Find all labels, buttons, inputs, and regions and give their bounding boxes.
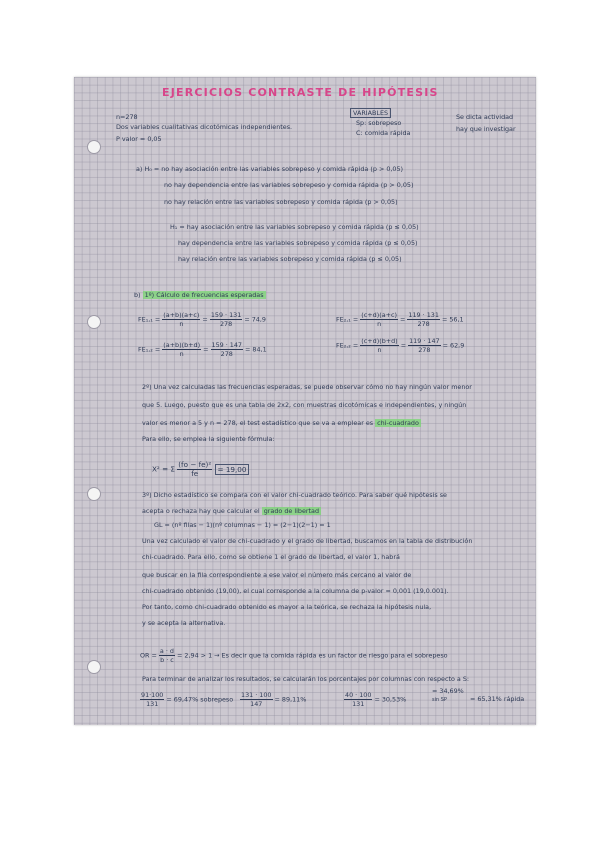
section-3-line-9: y se acepta la alternativa. bbox=[142, 619, 226, 627]
section-2-line-1: 2º) Una vez calculadas las frecuencias esperadas, se puede observar cómo no hay ningún valor menor bbox=[142, 383, 472, 391]
h1-line-2: hay dependencia entre las variables sobrepeso y comida rápida (p ≤ 0,05) bbox=[178, 239, 418, 247]
sample-size: n=278 bbox=[116, 113, 138, 121]
side-note-2: hay que investigar bbox=[456, 125, 516, 133]
percentage-3: $\frac{40 \cdot 100}{131}$ = 30,53% bbox=[345, 691, 407, 708]
variable-comida-rapida: C: comida rápida bbox=[356, 129, 411, 137]
percentage-1: $\frac{91\cdot 100}{131}$ = 69,47% sobrepeso bbox=[141, 691, 234, 708]
p-value-threshold: P valor = 0,05 bbox=[116, 135, 162, 143]
h0-line-3: no hay relación entre las variables sobrepeso y comida rápida (p > 0,05) bbox=[164, 198, 398, 206]
fe11-formula: FE₁,₁ = $\frac{(a+b)(a+c)}{n}$ = $\frac{159 \cdot 131}{278}$ = 74,9 bbox=[138, 311, 266, 328]
section-2-line-2: que 5. Luego, puesto que es una tabla de 2x2, con muestras dicotómicas e independientes, y ningún bbox=[142, 401, 467, 409]
variable-sobrepeso: Sp: sobrepeso bbox=[356, 119, 402, 127]
notebook-sheet bbox=[74, 77, 536, 725]
expected-frequencies-highlight: 1º) Cálculo de frecuencias esperadas bbox=[144, 291, 264, 299]
section-3-line-6: que buscar en la fila correspondiente a ese valor el número más cercano al valor de bbox=[142, 571, 412, 579]
fe22-formula: FE₂,₂ = $\frac{(c+d)(b+d)}{n}$ = $\frac{119 \cdot 147}{278}$ = 62,9 bbox=[336, 337, 465, 354]
h0-line-2: no hay dependencia entre las variables sobrepeso y comida rápida (p > 0,05) bbox=[164, 181, 414, 189]
chi-square-result: = 19,00 bbox=[215, 464, 250, 475]
chi-square-formula: X² = Σ $\frac{\text{(fo − fe)²}}{fe}$ = 19,00 bbox=[152, 461, 249, 478]
section-2-line-4: Para ello, se emplea la siguiente fórmula: bbox=[142, 435, 275, 443]
section-3-line-8: Por tanto, como chi-cuadrado obtenido es mayor a la teórica, se rechaza la hipótesis nula, bbox=[142, 603, 432, 611]
fe12-formula: FE₁,₂ = $\frac{(a+b)(b+d)}{n}$ = $\frac{159 \cdot 147}{278}$ = 84,1 bbox=[138, 341, 267, 358]
odds-ratio-line: OR = $\frac{a \cdot d}{b \cdot c}$ = 2,94 > 1 → Es decir que la comida rápida es un factor de riesgo para el sobrepeso bbox=[140, 647, 448, 664]
h0-line-1: a) H₀ = no hay asociación entre las variables sobrepeso y comida rápida (p > 0,05) bbox=[136, 165, 404, 173]
percentages-intro: Para terminar de analizar los resultados, se calcularán los porcentajes por columnas con respecto a S: bbox=[142, 675, 470, 683]
side-note-1: Se dicta actividad bbox=[456, 113, 514, 121]
section-3-line-2: acepta o rechaza hay que calcular el grado de libertad bbox=[142, 507, 320, 515]
h1-line-1: H₁ = hay asociación entre las variables sobrepeso y comida rápida (p ≤ 0,05) bbox=[170, 223, 419, 231]
h1-line-3: hay relación entre las variables sobrepeso y comida rápida (p ≤ 0,05) bbox=[178, 255, 402, 263]
degrees-of-freedom-formula: GL = (nº filas − 1)(nº columnas − 1) = (2−1)(2−1) = 1 bbox=[154, 521, 331, 529]
section-3-line-5: chi-cuadrado. Para ello, como se obtiene 1 el grado de libertad, el valor 1, habrá bbox=[142, 553, 400, 561]
section-2-line-3: valor es menor a 5 y n = 278, el test estadístico que se va a emplear es chi-cuadrado bbox=[142, 419, 419, 427]
chi-square-highlight: chi-cuadrado bbox=[377, 419, 419, 427]
percentage-4: = 34,69% sin SP bbox=[432, 687, 464, 703]
page-title: EJERCICIOS CONTRASTE DE HIPÓTESIS bbox=[162, 86, 439, 99]
variables-box-label: VARIABLES bbox=[350, 109, 391, 117]
binder-hole-3 bbox=[87, 487, 101, 501]
percentage-2: $\frac{131 \cdot 100}{147}$ = 89,11% bbox=[241, 691, 307, 708]
binder-hole-4 bbox=[87, 660, 101, 674]
binder-hole-1 bbox=[87, 140, 101, 154]
section-3-line-1: 3º) Dicho estadístico se compara con el valor chi-cuadrado teórico. Para saber qué hipótesis se bbox=[142, 491, 447, 499]
degrees-of-freedom-highlight: grado de libertad bbox=[263, 507, 320, 515]
percentage-5: = 65,31% rápida bbox=[470, 695, 525, 703]
binder-hole-2 bbox=[87, 315, 101, 329]
variables-description: Dos variables cualitativas dicotómicas independientes. bbox=[116, 123, 293, 131]
fe21-formula: FE₂,₁ = $\frac{(c+d)(a+c)}{n}$ = $\frac{119 \cdot 131}{278}$ = 56,1 bbox=[336, 311, 464, 328]
section-3-line-4: Una vez calculado el valor de chi-cuadrado y el grado de libertad, buscamos en la tabla de distribución bbox=[142, 537, 473, 545]
section-3-line-7: chi-cuadrado obtenido (19,00), el cual corresponde a la columna de p-valor = 0,001 (19,0.001). bbox=[142, 587, 449, 595]
section-b-heading: b) 1º) Cálculo de frecuencias esperadas bbox=[134, 291, 264, 299]
